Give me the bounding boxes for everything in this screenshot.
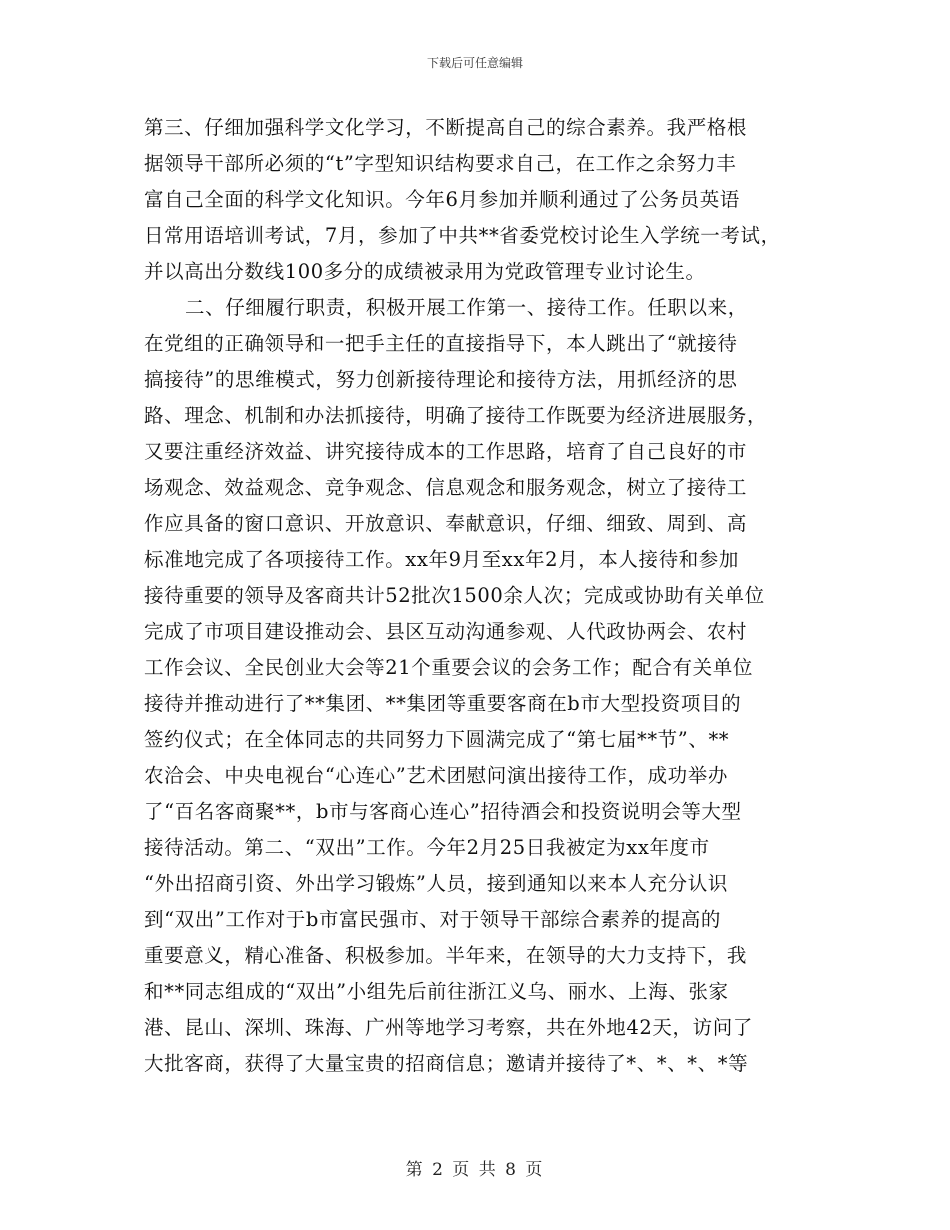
text-line: 到“双出”工作对于b市富民强市、对于领导干部综合素养的提高的 [144, 908, 721, 931]
text-line: 签约仪式；在全体同志的共同努力下圆满完成了“第七届**节”、** [144, 728, 730, 751]
text-line: 作应具备的窗口意识、开放意识、奉献意识，仔细、细致、周到、高 [144, 512, 748, 535]
text-line: “外出招商引资、外出学习锻炼”人员，接到通知以来本人充分认识 [144, 872, 728, 895]
text-line: 在党组的正确领导和一把手主任的直接指导下，本人跳出了“就接待 [144, 332, 738, 355]
paragraph-start-line: 二、仔细履行职责，积极开展工作第一、接待工作。任职以来， [185, 296, 748, 319]
page-header-note: 下载后可任意编辑 [426, 56, 523, 70]
text-line: 了“百名客商聚**，b市与客商心连心”招待酒会和投资说明会等大型 [144, 800, 742, 823]
text-line: 接待并推动进行了**集团、**集团等重要客商在b市大型投资项目的 [144, 692, 742, 715]
text-line: 农洽会、中央电视台“心连心”艺术团慰问演出接待工作，成功举办 [144, 764, 728, 787]
text-line: 并以高出分数线100多分的成绩被录用为党政管理专业讨论生。 [144, 260, 706, 283]
page-number: 第 2 页 共 8 页 [405, 1160, 545, 1180]
text-line: 标准地完成了各项接待工作。xx年9月至xx年2月，本人接待和参加 [144, 548, 740, 571]
text-line: 路、理念、机制和办法抓接待，明确了接待工作既要为经济进展服务， [144, 404, 768, 427]
text-line: 日常用语培训考试，7月，参加了中共**省委党校讨论生入学统一考试， [144, 224, 781, 247]
text-line: 场观念、效益观念、竞争观念、信息观念和服务观念，树立了接待工 [144, 476, 748, 499]
text-line: 完成了市项目建设推动会、县区互动沟通参观、人代政协两会、农村 [144, 620, 748, 643]
text-line: 重要意义，精心准备、积极参加。半年来，在领导的大力支持下，我 [144, 944, 748, 967]
text-line: 第三、仔细加强科学文化学习，不断提高自己的综合素养。我严格根 [144, 116, 748, 139]
text-line: 接待重要的领导及客商共计52批次1500余人次；完成或协助有关单位 [144, 584, 765, 607]
text-line: 工作会议、全民创业大会等21个重要会议的会务工作；配合有关单位 [144, 656, 753, 679]
text-line: 据领导干部所必须的“t”字型知识结构要求自己，在工作之余努力丰 [144, 152, 737, 175]
text-line: 和**同志组成的“双出”小组先后前往浙江义乌、丽水、上海、张家 [144, 980, 729, 1003]
text-line: 富自己全面的科学文化知识。今年6月参加并顺利通过了公务员英语 [144, 188, 740, 211]
text-line: 搞接待”的思维模式，努力创新接待理论和接待方法，用抓经济的思 [144, 368, 738, 391]
text-line: 又要注重经济效益、讲究接待成本的工作思路，培育了自己良好的市 [144, 440, 748, 463]
text-line: 接待活动。第二、“双出”工作。今年2月25日我被定为xx年度市 [144, 836, 710, 859]
text-line: 大批客商，获得了大量宝贵的招商信息；邀请并接待了*、*、*、*等 [144, 1052, 749, 1075]
text-line: 港、昆山、深圳、珠海、广州等地学习考察，共在外地42天，访问了 [144, 1016, 753, 1039]
